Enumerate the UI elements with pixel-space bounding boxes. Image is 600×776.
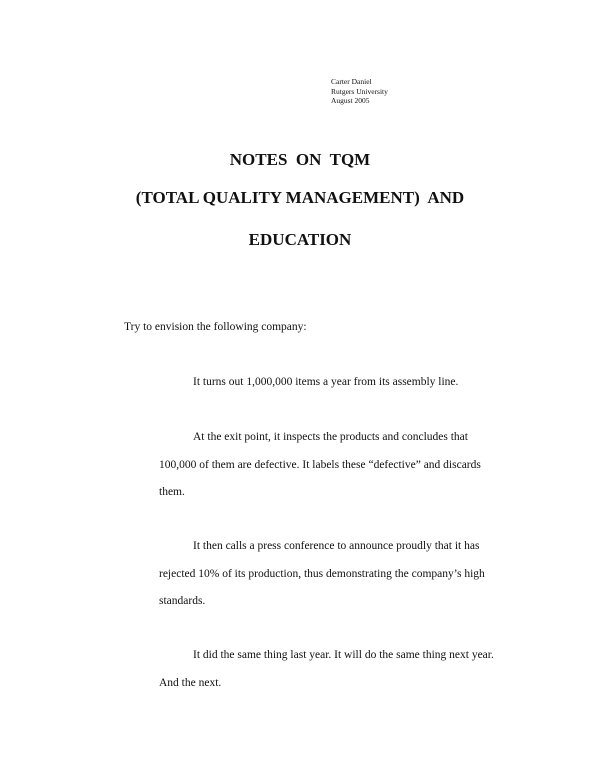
paragraph-2-line-3: them. xyxy=(159,486,185,498)
paragraph-3-line-1: It then calls a press conference to announce proudly that it has xyxy=(193,540,480,552)
paragraph-2-line-1: At the exit point, it inspects the products and concludes that xyxy=(193,431,468,443)
title-line-1: NOTES ON TQM xyxy=(229,150,371,169)
paragraph-4-line-1: It did the same thing last year. It will do the same thing next year. xyxy=(193,649,494,661)
paragraph-3-line-2: rejected 10% of its production, thus demonstrating the company’s high xyxy=(159,568,485,580)
paragraph-2-line-2: 100,000 of them are defective. It labels these “defective” and discards xyxy=(159,459,481,471)
intro-sentence: Try to envision the following company: xyxy=(124,321,307,333)
author-block xyxy=(331,77,388,106)
author-affiliation: Rutgers University xyxy=(331,86,388,96)
author-name: Carter Daniel xyxy=(331,77,372,86)
paragraph-3-line-3: standards. xyxy=(159,595,206,607)
paragraph-4-line-2: And the next. xyxy=(159,677,222,689)
title-line-3: EDUCATION xyxy=(248,230,352,249)
document-date: August 2005 xyxy=(331,96,370,105)
paragraph-1-line-1: It turns out 1,000,000 items a year from its assembly line. xyxy=(193,376,459,388)
title-line-2: (TOTAL QUALITY MANAGEMENT) AND xyxy=(135,188,465,207)
